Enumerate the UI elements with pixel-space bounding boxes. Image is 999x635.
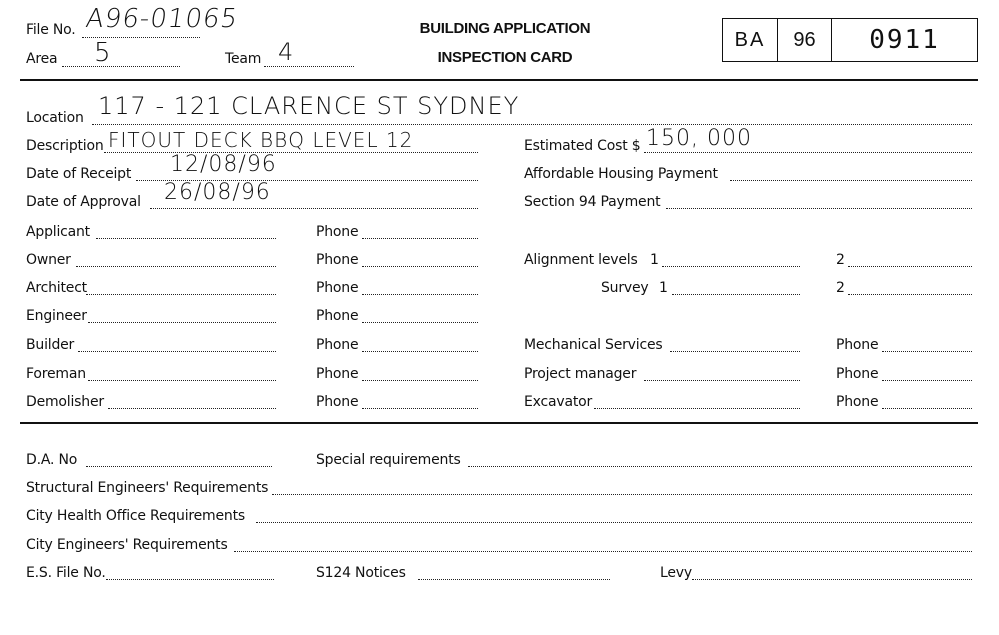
excavator-phone-line bbox=[882, 408, 972, 409]
date-receipt-label: Date of Receipt bbox=[26, 166, 132, 182]
estimated-cost-value[interactable]: 150, 000 bbox=[646, 126, 752, 151]
demolisher-label: Demolisher bbox=[26, 394, 104, 410]
architect-phone-label: Phone bbox=[316, 280, 359, 296]
survey-2: 2 bbox=[836, 280, 845, 296]
architect-line bbox=[86, 294, 276, 295]
project-manager-line bbox=[644, 380, 800, 381]
location-label: Location bbox=[26, 110, 84, 126]
es-file-label: E.S. File No. bbox=[26, 565, 106, 581]
engineer-phone-label: Phone bbox=[316, 308, 359, 324]
builder-label: Builder bbox=[26, 337, 75, 353]
da-no-label: D.A. No bbox=[26, 452, 78, 468]
estimated-cost-line bbox=[644, 152, 972, 153]
mechanical-services-label: Mechanical Services bbox=[524, 337, 663, 353]
location-value[interactable]: 117 - 121 CLARENCE ST SYDNEY bbox=[98, 92, 520, 120]
survey-label: Survey bbox=[601, 280, 649, 296]
demolisher-phone-label: Phone bbox=[316, 394, 359, 410]
ba-prefix: BA bbox=[723, 19, 778, 61]
area-line bbox=[62, 66, 180, 67]
team-line bbox=[264, 66, 354, 67]
engineer-label: Engineer bbox=[26, 308, 87, 324]
section-divider bbox=[20, 422, 978, 424]
structural-requirements-line bbox=[272, 494, 972, 495]
section94-line bbox=[666, 208, 972, 209]
team-label: Team bbox=[225, 51, 262, 67]
levy-line bbox=[692, 579, 972, 580]
project-manager-phone-label: Phone bbox=[836, 366, 879, 382]
city-health-label: City Health Office Requirements bbox=[26, 508, 245, 524]
special-requirements-line bbox=[468, 466, 972, 467]
ba-number-box bbox=[722, 18, 978, 62]
city-health-line bbox=[256, 522, 972, 523]
engineer-line bbox=[88, 322, 276, 323]
description-value[interactable]: FITOUT DECK BBQ LEVEL 12 bbox=[108, 128, 414, 152]
file-no-value[interactable]: A96-01065 bbox=[83, 4, 241, 34]
survey-1-line bbox=[672, 294, 800, 295]
survey-2-line bbox=[848, 294, 972, 295]
builder-line bbox=[78, 351, 276, 352]
levy-label: Levy bbox=[660, 565, 692, 581]
excavator-line bbox=[594, 408, 800, 409]
form-title-line1: BUILDING APPLICATION bbox=[419, 20, 591, 37]
area-label: Area bbox=[26, 51, 58, 67]
excavator-label: Excavator bbox=[524, 394, 593, 410]
architect-label: Architect bbox=[26, 280, 87, 296]
area-value[interactable]: 5 bbox=[94, 38, 112, 68]
mechanical-services-line bbox=[670, 351, 800, 352]
alignment-levels-2-line bbox=[848, 266, 972, 267]
foreman-phone-line bbox=[362, 380, 478, 381]
affordable-housing-line bbox=[730, 180, 972, 181]
excavator-phone-label: Phone bbox=[836, 394, 879, 410]
applicant-phone-line bbox=[362, 238, 478, 239]
owner-label: Owner bbox=[26, 252, 71, 268]
s124-notices-label: S124 Notices bbox=[316, 565, 406, 581]
date-approval-value[interactable]: 26/08/96 bbox=[164, 180, 271, 205]
applicant-phone-label: Phone bbox=[316, 224, 359, 240]
estimated-cost-label: Estimated Cost $ bbox=[524, 138, 641, 154]
da-no-line bbox=[86, 466, 272, 467]
project-manager-phone-line bbox=[882, 380, 972, 381]
mechanical-phone-line bbox=[882, 351, 972, 352]
s124-notices-line bbox=[418, 579, 610, 580]
applicant-line bbox=[96, 238, 276, 239]
alignment-levels-label: Alignment levels bbox=[524, 252, 638, 268]
description-label: Description bbox=[26, 138, 104, 154]
special-requirements-label: Special requirements bbox=[316, 452, 461, 468]
city-engineers-line bbox=[234, 551, 972, 552]
location-line bbox=[92, 124, 972, 125]
foreman-phone-label: Phone bbox=[316, 366, 359, 382]
date-approval-line bbox=[150, 208, 478, 209]
mechanical-phone-label: Phone bbox=[836, 337, 879, 353]
structural-requirements-label: Structural Engineers' Requirements bbox=[26, 480, 269, 496]
architect-phone-line bbox=[362, 294, 478, 295]
description-line bbox=[104, 152, 478, 153]
survey-1: 1 bbox=[659, 280, 668, 296]
es-file-line bbox=[106, 579, 274, 580]
header-divider bbox=[20, 79, 978, 81]
form-title-line2: INSPECTION CARD bbox=[437, 49, 573, 66]
city-engineers-label: City Engineers' Requirements bbox=[26, 537, 228, 553]
demolisher-line bbox=[108, 408, 276, 409]
builder-phone-line bbox=[362, 351, 478, 352]
ba-number: 0911 bbox=[869, 25, 940, 55]
applicant-label: Applicant bbox=[26, 224, 90, 240]
foreman-label: Foreman bbox=[26, 366, 86, 382]
owner-phone-label: Phone bbox=[316, 252, 359, 268]
file-no-label: File No. bbox=[26, 22, 76, 38]
ba-year: 96 bbox=[778, 19, 832, 61]
date-receipt-value[interactable]: 12/08/96 bbox=[170, 152, 277, 177]
foreman-line bbox=[88, 380, 276, 381]
demolisher-phone-line bbox=[362, 408, 478, 409]
project-manager-label: Project manager bbox=[524, 366, 637, 382]
alignment-levels-1: 1 bbox=[650, 252, 659, 268]
section94-label: Section 94 Payment bbox=[524, 194, 661, 210]
builder-phone-label: Phone bbox=[316, 337, 359, 353]
owner-line bbox=[76, 266, 276, 267]
engineer-phone-line bbox=[362, 322, 478, 323]
owner-phone-line bbox=[362, 266, 478, 267]
alignment-levels-2: 2 bbox=[836, 252, 845, 268]
date-approval-label: Date of Approval bbox=[26, 194, 141, 210]
alignment-levels-1-line bbox=[662, 266, 800, 267]
affordable-housing-label: Affordable Housing Payment bbox=[524, 166, 718, 182]
team-value[interactable]: 4 bbox=[278, 38, 295, 66]
